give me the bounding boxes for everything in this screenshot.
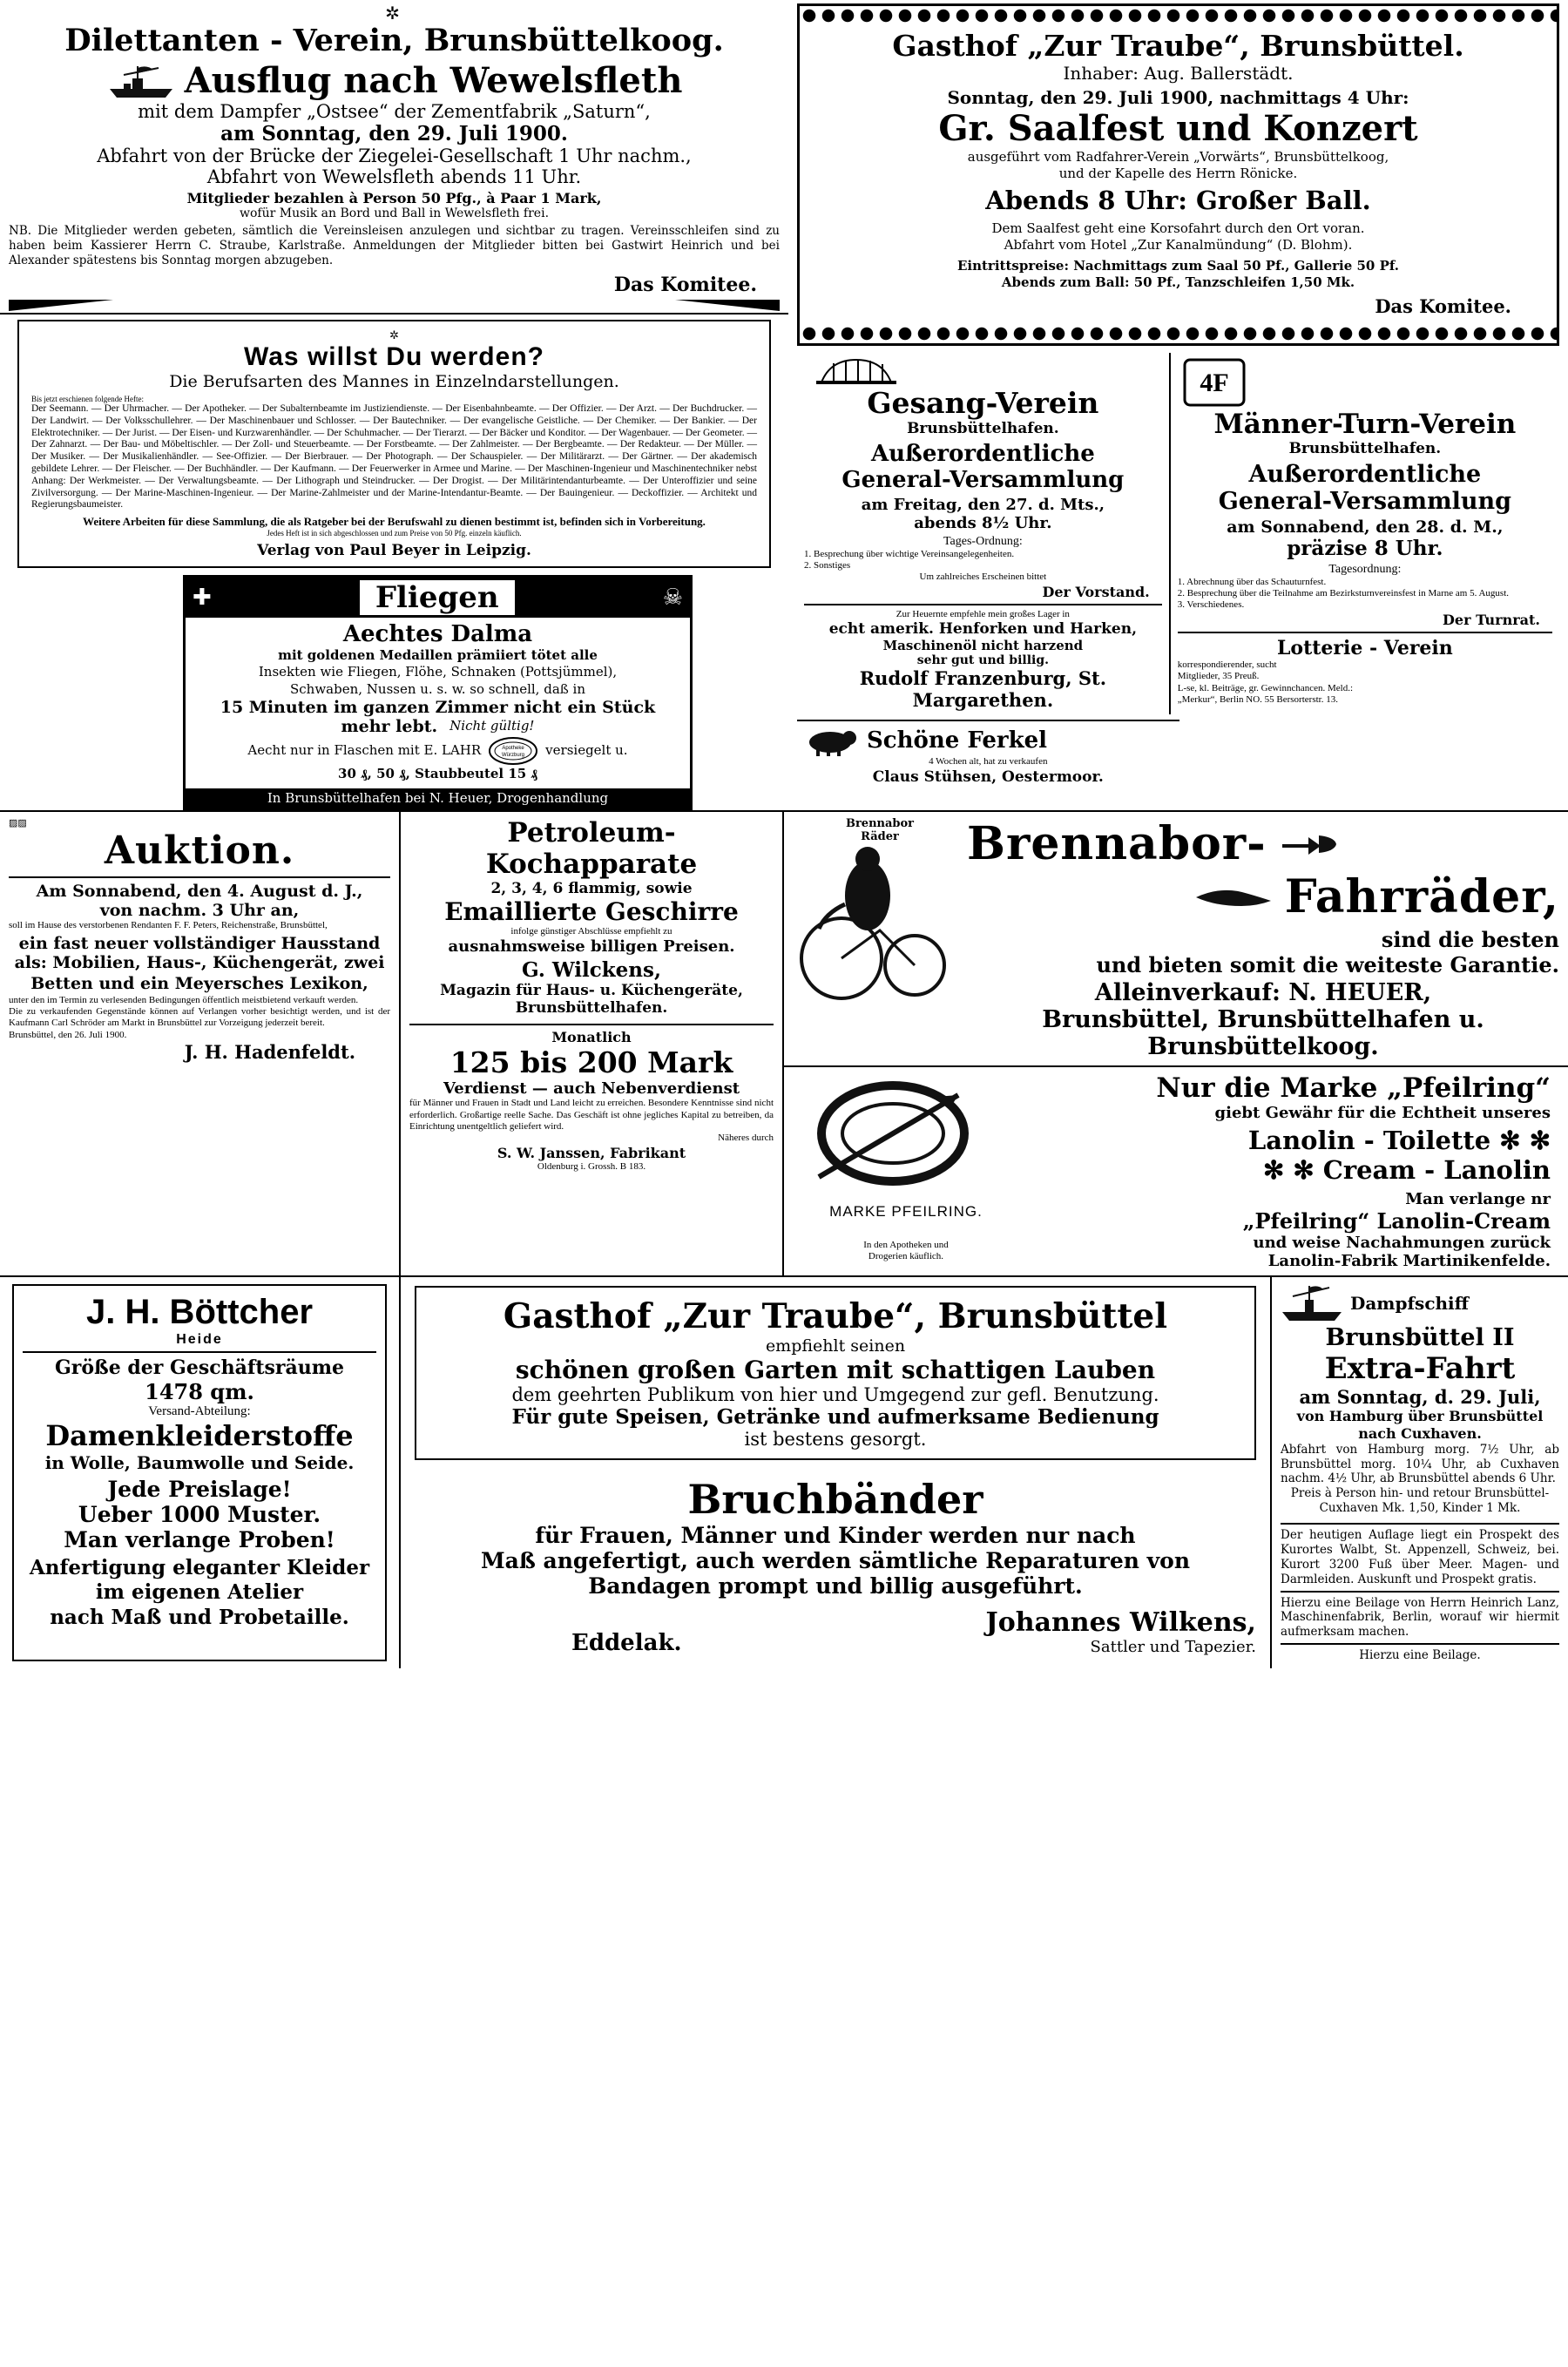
left-column <box>0 0 788 810</box>
ad-brennabor <box>784 812 1568 1067</box>
steamship-icon <box>106 63 176 99</box>
vereine-row <box>797 353 1559 715</box>
ad-line-8: Lanolin-Fabrik Martinikenfelde. <box>1267 1251 1551 1270</box>
ornament-block: ▨▨ <box>9 817 27 828</box>
badge-line-2: Räder <box>861 829 899 843</box>
ad-line-3: Abfahrt von der Brücke der Ziegelei-Gesellschaft 1 Uhr nachm., <box>97 145 692 166</box>
ad-banner <box>186 578 690 618</box>
ad-line-3: soll im Hause des verstorbenen Rendanten F. F. Peters, Reichenstraße, Brunsbüttel, <box>9 919 328 930</box>
ad-line-3: Schwaben, Nussen u. s. w. so schnell, daß in <box>289 680 586 697</box>
heuernte-line-4: sehr gut und billig. <box>916 653 1050 668</box>
cross-icon: ✚ <box>193 584 212 610</box>
ad-agenda-item: 2. Sonstiges <box>804 559 851 571</box>
ad-line-3: infolge günstiger Abschlüsse empfiehlt zu <box>510 925 672 937</box>
ad-ball-line: Abends 8 Uhr: Großer Ball. <box>985 185 1371 215</box>
badge-line-1: Brennabor <box>845 816 915 830</box>
seal-stamp-icon <box>488 736 538 766</box>
ad-agenda-item: 2. Besprechung über die Teilnahme am Bezirksturnvereinsfest in Marne am 5. August. <box>1177 587 1510 599</box>
ad-line-7: und weise Nachahmungen zurück <box>1253 1233 1551 1252</box>
lyre-icon <box>804 356 1162 386</box>
ad-signature: Der Turnrat. <box>1443 611 1540 628</box>
ad-title: Extra-Fahrt <box>1324 1350 1516 1386</box>
ad-line-4: 15 Minuten im ganzen Zimmer nicht ein Stück <box>220 698 656 718</box>
ad-gasthof-traube-garten <box>415 1286 1256 1460</box>
ad-kind-1: Außerordentliche <box>870 440 1095 467</box>
middle-section <box>0 810 1568 1275</box>
ad-nb-text: NB. Die Mitglieder werden gebeten, sämtlich die Vereinsleisen anzulegen und sichtbar zu tragen. Vereinsschleifen sind zu haben beim Kassierer Herrn C. Straube, Karlstraße. Anmeldungen der Mitglieder bitten bei Gastwirt Heinrich und bei Alexander spätestens bis Sonntag morgen abzugeben. <box>9 224 780 267</box>
ad-intro: Bis jetzt erschienen folgende Hefte: <box>31 394 144 403</box>
ad-headline: Ausflug nach Wewelsfleth <box>184 60 683 101</box>
ad-owner: Inhaber: Aug. Ballerstädt. <box>1063 63 1294 84</box>
ad-line-1: für Frauen, Männer und Kinder werden nur nach <box>535 1522 1136 1548</box>
center-bottom-column <box>401 1277 1272 1668</box>
ad-body: Der Seemann. — Der Uhrmacher. — Der Apotheker. — Der Subalternbeamte im Justiziendienste. — Der Eisenbahnbeamte. — Der Offizier. — Der Arzt. — Der Buchdrucker. — Der Landwirt. — Der Volksschullehrer. — Der Maschinenbauer und Schlosser. — Der Bautechniker. — Der evangelische Geistliche. — Der Chemiker. — Der Bankier. — Der Elektrotechniker. — Der Jurist. — Der Eisen- und Kurzwarenhändler. — Der Schuhmacher. — Der Tierarzt. — Der Bäcker und Konditor. — Der Wagenbauer. — Der Geometer. — Der Zahnarzt. — Der Bau- und Möbeltischler. — Der Zoll- und Steuerbeamte. — Der Forstbeamte. — Der Zahlmeister. — Der Bergbeamte. — Der Redakteur. — Der Müller. — Der Musiker. — Der Musikalienhändler. — See-Offizier. — Der Bierbrauer. — Der Photograph. — Der Schauspieler. — Der Militärarzt. — Der Gärtner. — Der akademisch gebildete Lehrer. — Der Fleischer. — Der Buchhändler. — Der Kaufmann. — Der Feuerwerker in Armee und Marine. — Der Maschinen-Ingenieur und Maschinentechniker nebst Anhang: Der Werkmeister. — Der Verwaltungsbeamte. — Der Lithograph und Steindrucker. — Der Drogist. — Der Militärintendanturbeamte. — Der Unteroffizier und seine Zivilversorgung. — Der Marine-Maschinen-Ingenieur. — Der Marine-Zahlmeister und der Marine-Intendantur-Beamte. — Der Bauingenieur. — Deckoffizier. — Architekt und Regierungsbaumeister. <box>31 402 757 511</box>
ad-line-9: Anfertigung eleganter Kleider im eigenen Atelier <box>29 1555 370 1605</box>
ad-line-9: 30 ₰, 50 ₰, Staubbeutel 15 ₰ <box>338 766 537 782</box>
ad-line-1: Nur die Marke „Pfeilring“ <box>1156 1072 1551 1104</box>
ad-line-5: Mitglieder bezahlen à Person 50 Pfg., à Paar 1 Mark, <box>186 190 602 206</box>
ad-line-4: ein fast neuer vollständiger Hausstand <box>18 934 381 954</box>
ad-line-7: Aecht nur in Flaschen mit E. LAHR <box>247 742 482 759</box>
pfeilring-logo <box>793 1072 1019 1270</box>
skull-icon: ☠ <box>662 584 683 610</box>
ad-retailer-bar: In Brunsbüttelhafen bei N. Heuer, Drogenhandlung <box>186 788 690 808</box>
pointing-hand-icon <box>1279 828 1340 858</box>
ad-line-1: mit dem Dampfer „Ostsee“ der Zementfabrik „Saturn“, <box>138 101 651 122</box>
ornament: ✲ <box>389 328 399 342</box>
ad-ship-name: Brunsbüttel II <box>1325 1323 1515 1351</box>
ad-title: Dilettanten - Verein, Brunsbüttelkoog. <box>64 23 724 58</box>
flower-ornament-icon: ✻ ✻ <box>1499 1125 1551 1155</box>
ad-agenda-item: 1. Besprechung über wichtige Vereinsangelegenheiten. <box>804 548 1015 559</box>
ad-line-6: wofür Musik an Bord und Ball in Wewelsfleth frei. <box>239 206 550 220</box>
flower-ornament-icon-2: ✻ ✻ <box>1262 1154 1323 1185</box>
ad-place: Brunsbüttelhafen. <box>1288 439 1442 457</box>
ad-place: Brunsbüttelhafen. <box>907 419 1059 437</box>
ad-kind-2: General-Versammlung <box>1218 487 1512 515</box>
ad-seller: Claus Stühsen, Oestermoor. <box>872 768 1104 786</box>
ad-line-2: am Sonntag, den 29. Juli 1900. <box>220 122 568 145</box>
ad-signature: Der Vorstand. <box>1042 583 1150 600</box>
ad-signature: Das Komitee. <box>1375 294 1511 317</box>
ad-performers-2: und der Kapelle des Herrn Rönicke. <box>1058 165 1298 181</box>
pig-icon <box>804 725 858 756</box>
ad-line-5: ist bestens gesorgt. <box>744 1428 927 1450</box>
ad-line-5: in Wolle, Baumwolle und Seide. <box>44 1451 355 1473</box>
ornament-top: ✲ <box>385 4 403 24</box>
ad-kind-1: Außerordentliche <box>1248 460 1482 488</box>
svg-text:Apotheke: Apotheke <box>502 746 524 752</box>
ad-line-10: nach Maß und Probetaille. <box>50 1606 349 1630</box>
notice-2: Hierzu eine Beilage von Herrn Heinrich Lanz, Maschinenfabrik, Berlin, worauf wir hiermit aufmerksam machen. <box>1281 1595 1559 1640</box>
ad-agenda-item: 1. Abrechnung über das Schauturnfest. <box>1177 576 1327 587</box>
ad-headline: Gr. Saalfest und Konzert <box>938 108 1418 149</box>
ad-line-2: und bieten somit die weiteste Garantie. <box>1096 951 1559 977</box>
ad-performers-1: ausgeführt vom Radfahrer-Verein „Vorwärts“, Brunsbüttelkoog, <box>967 149 1389 165</box>
ad-title: Gasthof „Zur Traube“, Brunsbüttel. <box>892 29 1464 63</box>
ad-title: Bruchbänder <box>687 1475 983 1523</box>
ad-title: Gesang-Verein <box>867 385 1099 420</box>
lotterie-line-4: „Merkur“, Berlin NO. 55 Bersorterstr. 13. <box>1177 693 1338 705</box>
ad-line-8: Brunsbüttel, den 26. Juli 1900. <box>9 1029 127 1040</box>
ad-name: G. Wilckens, <box>522 958 661 983</box>
bottom-section <box>0 1275 1568 1668</box>
verdienst-address: Oldenburg i. Grossh. B 183. <box>537 1160 646 1172</box>
ad-line-6: „Pfeilring“ Lanolin-Cream <box>1242 1207 1551 1234</box>
ad-line-1: mit goldenen Medaillen prämiiert tötet alle <box>278 646 598 663</box>
ad-title: Gasthof „Zur Traube“, Brunsbüttel <box>503 1295 1168 1336</box>
ad-gasthof-traube-saalfest <box>797 3 1559 346</box>
pointing-hand-icon-2 <box>1194 883 1273 910</box>
steamship-icon-small <box>1281 1282 1345 1324</box>
ad-title: Auktion. <box>104 828 295 873</box>
ad-kicker: Dampfschiff <box>1350 1292 1470 1314</box>
ad-date: Sonntag, den 29. Juli 1900, nachmittags 4 Uhr: <box>947 87 1409 108</box>
ad-agenda-title: Tages-Ordnung: <box>943 534 1023 548</box>
ad-dilettanten-verein <box>0 0 788 314</box>
ad-petroleum-kochapparate <box>401 812 784 1275</box>
lotterie-line-2: Mitglieder, 35 Preuß. <box>1177 671 1260 682</box>
ornament-triangle-right <box>675 300 780 311</box>
ad-line-3: Versand-Abteilung: <box>148 1403 251 1418</box>
logo-caption: MARKE PFEILRING. <box>829 1202 983 1220</box>
ad-line-3: Bandagen prompt und billig ausgeführt. <box>588 1572 1083 1599</box>
ad-line-1: Größe der Geschäftsräume <box>55 1356 344 1379</box>
verdienst-line-2: für Männer und Frauen in Stadt und Land leicht zu erreichen. Besondere Kenntnisse sind nicht erforderlich. Großartige reelle Sache. Das Geschäft ist ohne jegliches Kapital zu betreiben, da Einrichtung unentgeltlich geliefert wird. <box>409 1098 774 1132</box>
arrow-ring-icon <box>793 1072 993 1203</box>
ad-schoene-ferkel <box>797 720 1179 788</box>
ad-when: am Sonnabend, den 28. d. M., <box>1227 517 1504 537</box>
note-line-1: In den Apotheken und <box>863 1239 949 1250</box>
ad-publisher: Verlag von Paul Beyer in Leipzig. <box>257 541 531 559</box>
notice-1: Der heutigen Auflage liegt ein Prospekt des Kurortes Walbt, St. Appenzell, Schweiz, bei. Kurort 3200 Fuß über Meer. Magen- und Darmleiden. Auskunft und Prospekt gratis. <box>1281 1528 1559 1586</box>
lady-on-bicycle-icon <box>793 843 950 1004</box>
ad-line-6: Jede Preislage! <box>107 1476 292 1502</box>
heuernte-name: Rudolf Franzenburg, St. Margarethen. <box>859 667 1106 712</box>
ad-line-8: versiegelt u. <box>545 742 628 759</box>
ad-title-line-1: Brennabor- <box>967 816 1267 870</box>
ad-title: Schöne Ferkel <box>867 727 1048 754</box>
ad-subtitle: Aechtes Dalma <box>342 620 533 647</box>
lotterie-line-1: korrespondierender, sucht <box>1177 659 1277 670</box>
ad-when: am Freitag, den 27. d. Mts., <box>861 495 1105 514</box>
ad-line-1: sind die besten <box>1381 926 1559 952</box>
verdienst-line-1: Verdienst — auch Nebenverdienst <box>443 1079 740 1099</box>
ad-kind-2: General-Versammlung <box>841 466 1125 493</box>
ad-dampfschiff <box>1272 1277 1568 1668</box>
ad-line-3: dem geehrten Publikum von hier und Umgegend zur gefl. Benutzung. <box>511 1383 1159 1405</box>
ad-signature: Das Komitee. <box>613 273 757 296</box>
ad-title: Petroleum-Kochapparate <box>485 816 698 880</box>
ad-line-6: Nicht gültig! <box>449 718 535 734</box>
ad-line-1: 4 Wochen alt, hat zu verkaufen <box>929 756 1048 768</box>
right-column <box>788 0 1568 810</box>
ad-title: J. H. Böttcher <box>85 1292 314 1331</box>
ad-agenda-title: Tagesordnung: <box>1328 562 1402 576</box>
ad-line-5: mehr lebt. <box>341 717 438 737</box>
ad-prices-1: Eintrittspreise: Nachmittags zum Saal 50 Pf., Gallerie 50 Pf. <box>956 257 1400 274</box>
ad-line-4: Für gute Speisen, Getränke und aufmerksame Bedienung <box>511 1404 1159 1429</box>
ad-bruchbaender <box>415 1476 1256 1656</box>
ad-line-6: Brunsbüttelhafen. <box>515 999 668 1018</box>
ad-line-2: von nachm. 3 Uhr an, <box>99 900 300 920</box>
ad-line-2: 1478 qm. <box>145 1378 254 1404</box>
ad-signature: J. H. Hadenfeldt. <box>184 1041 355 1064</box>
ad-line-4: Abfahrt von Wewelsfleth abends 11 Uhr. <box>206 166 582 187</box>
ad-route: von Hamburg über Brunsbüttel nach Cuxhaven. <box>1296 1407 1544 1442</box>
heuernte-line-2: echt amerik. Henforken und Harken, <box>828 620 1138 639</box>
ad-line-2: Insekten wie Fliegen, Flöhe, Schnaken (Pottsjümmel), <box>258 664 618 680</box>
heuernte-line-1: Zur Heuernte empfehle mein großes Lager in <box>896 608 1070 619</box>
ad-maenner-turn-verein <box>1171 353 1559 715</box>
ad-title: Männer-Turn-Verein <box>1213 408 1517 440</box>
ad-line-5: Man verlange nr <box>1405 1189 1551 1208</box>
ad-price-note: Jedes Heft ist in sich abgeschlossen und zum Preise von 50 Pfg. einzeln käuflich. <box>267 529 522 538</box>
ad-line-5: als: Mobilien, Haus-, Küchengerät, zwei Betten und ein Meyersches Lexikon, <box>14 953 385 993</box>
ad-line-3 <box>1019 1126 1551 1155</box>
bicycle-illustration <box>793 817 967 1060</box>
note-line-2: Drogerien käuflich. <box>868 1251 944 1262</box>
product-2: Cream - Lanolin <box>1322 1154 1551 1185</box>
ad-time: präzise 8 Uhr. <box>1287 536 1443 560</box>
ad-line-4: ausnahmsweise billigen Preisen. <box>448 937 735 957</box>
ad-title: Was willst Du werden? <box>244 342 544 371</box>
ad-gesang-verein <box>797 353 1171 715</box>
ornament-triangle-left <box>9 300 113 311</box>
heuernte-line-3: Maschinenöl nicht harzend <box>882 638 1084 654</box>
ad-line-4: Brunsbüttel, Brunsbüttelhafen u. Brunsbüttelkoog. <box>1042 1005 1484 1060</box>
ad-name: Johannes Wilkens, <box>985 1606 1256 1638</box>
ad-note-2: Abfahrt vom Hotel „Zur Kanalmündung“ (D. Blohm). <box>1004 237 1353 253</box>
ad-auktion <box>0 812 401 1275</box>
ad-line-6: unter den im Termin zu verlesenden Bedingungen öffentlich meistbietend verkauft werden. <box>9 994 359 1005</box>
svg-text:4F: 4F <box>1200 368 1229 397</box>
ad-line-8: Man verlange Proben! <box>64 1526 335 1552</box>
ad-place: Heide <box>176 1331 223 1347</box>
ad-berufsarten <box>17 320 771 568</box>
ad-price: Preis à Person hin- und retour Brunsbüttel-Cuxhaven Mk. 1,50, Kinder 1 Mk. <box>1290 1486 1550 1516</box>
ad-times: Abfahrt von Hamburg morg. 7½ Uhr, ab Brunsbüttel morg. 10¼ Uhr, ab Cuxhaven nachm. 4½ Uhr, ab Brunsbüttel abends 6 Uhr. <box>1281 1442 1559 1486</box>
ad-line-4 <box>1019 1155 1551 1185</box>
ad-prices-2: Abends zum Ball: 50 Pf., Tanzschleifen 1,50 Mk. <box>1001 274 1355 290</box>
verdienst-title: 125 bis 200 Mark <box>449 1045 733 1080</box>
lotterie-line-3: L-se, kl. Beiträge, gr. Gewinnchancen. Meld.: <box>1177 682 1354 693</box>
ad-line-4: Damenkleiderstoffe <box>45 1418 354 1452</box>
ad-title: Fliegen <box>360 580 515 615</box>
ad-line-7: Die zu verkaufenden Gegenstände können auf Verlangen vorher besichtigt werden, und ist der Kaufmann Carl Schröder am Markt in Brunsbüttel zur Vorzeigung jederzeit bereit. <box>9 1006 390 1029</box>
ad-fliegen-dalma <box>183 575 693 810</box>
ad-line-1: Am Sonnabend, den 4. August d. J., <box>36 881 363 901</box>
verdienst-top: Monatlich <box>551 1029 632 1046</box>
ad-line-3: Alleinverkauf: N. HEUER, <box>1094 978 1432 1006</box>
top-section <box>0 0 1568 810</box>
right-middle-column <box>784 812 1568 1275</box>
ad-line-1: 2, 3, 4, 6 flammig, sowie <box>490 879 693 897</box>
ad-title-line-2: Fahrräder, <box>1284 869 1559 923</box>
ad-trade: Sattler und Tapezier. <box>1090 1637 1256 1656</box>
verdienst-line-3: Näheres durch <box>718 1133 774 1144</box>
ad-line-1: empfiehlt seinen <box>765 1336 906 1356</box>
ad-subtitle: Die Berufsarten des Mannes in Einzelndarstellungen. <box>169 371 619 391</box>
ad-agenda-item: 3. Verschiedenes. <box>1177 599 1245 611</box>
ornament-dots-bottom <box>800 324 1557 343</box>
ad-line-2: schönen großen Garten mit schattigen Lauben <box>515 1355 1156 1384</box>
turner-emblem-icon <box>1178 356 1552 409</box>
ad-line-5: Magazin für Haus- u. Küchengeräte, <box>440 982 743 1000</box>
notice-3: Hierzu eine Beilage. <box>1359 1648 1481 1663</box>
ad-call: Um zahlreiches Erscheinen bittet <box>919 571 1047 583</box>
ad-note-1: Dem Saalfest geht eine Korsofahrt durch den Ort voran. <box>991 220 1365 236</box>
ad-line-7: Ueber 1000 Muster. <box>78 1501 321 1527</box>
ad-date: am Sonntag, d. 29. Juli, <box>1299 1385 1541 1408</box>
ornament-dots-top <box>800 6 1557 25</box>
ad-line-2: Maß angefertigt, auch werden sämtliche Reparaturen von <box>480 1547 1191 1573</box>
ad-place: Eddelak. <box>571 1629 682 1656</box>
product-1: Lanolin - Toilette <box>1247 1125 1491 1155</box>
ad-time: abends 8½ Uhr. <box>914 513 1052 532</box>
lotterie-title: Lotterie - Verein <box>1276 636 1453 659</box>
svg-text:Würzburg: Würzburg <box>502 753 525 759</box>
verdienst-name: S. W. Janssen, Fabrikant <box>497 1144 686 1161</box>
ad-pfeilring <box>784 1067 1568 1275</box>
ad-line-2: giebt Gewähr für die Echtheit unseres <box>1214 1103 1551 1122</box>
ad-strong-note: Weitere Arbeiten für diese Sammlung, die als Ratgeber bei der Berufswahl zu dienen bestimmt ist, befinden sich in Vorbereitung. <box>83 515 706 529</box>
ad-line-2: Emaillierte Geschirre <box>444 896 739 926</box>
ad-boettcher <box>0 1277 401 1668</box>
